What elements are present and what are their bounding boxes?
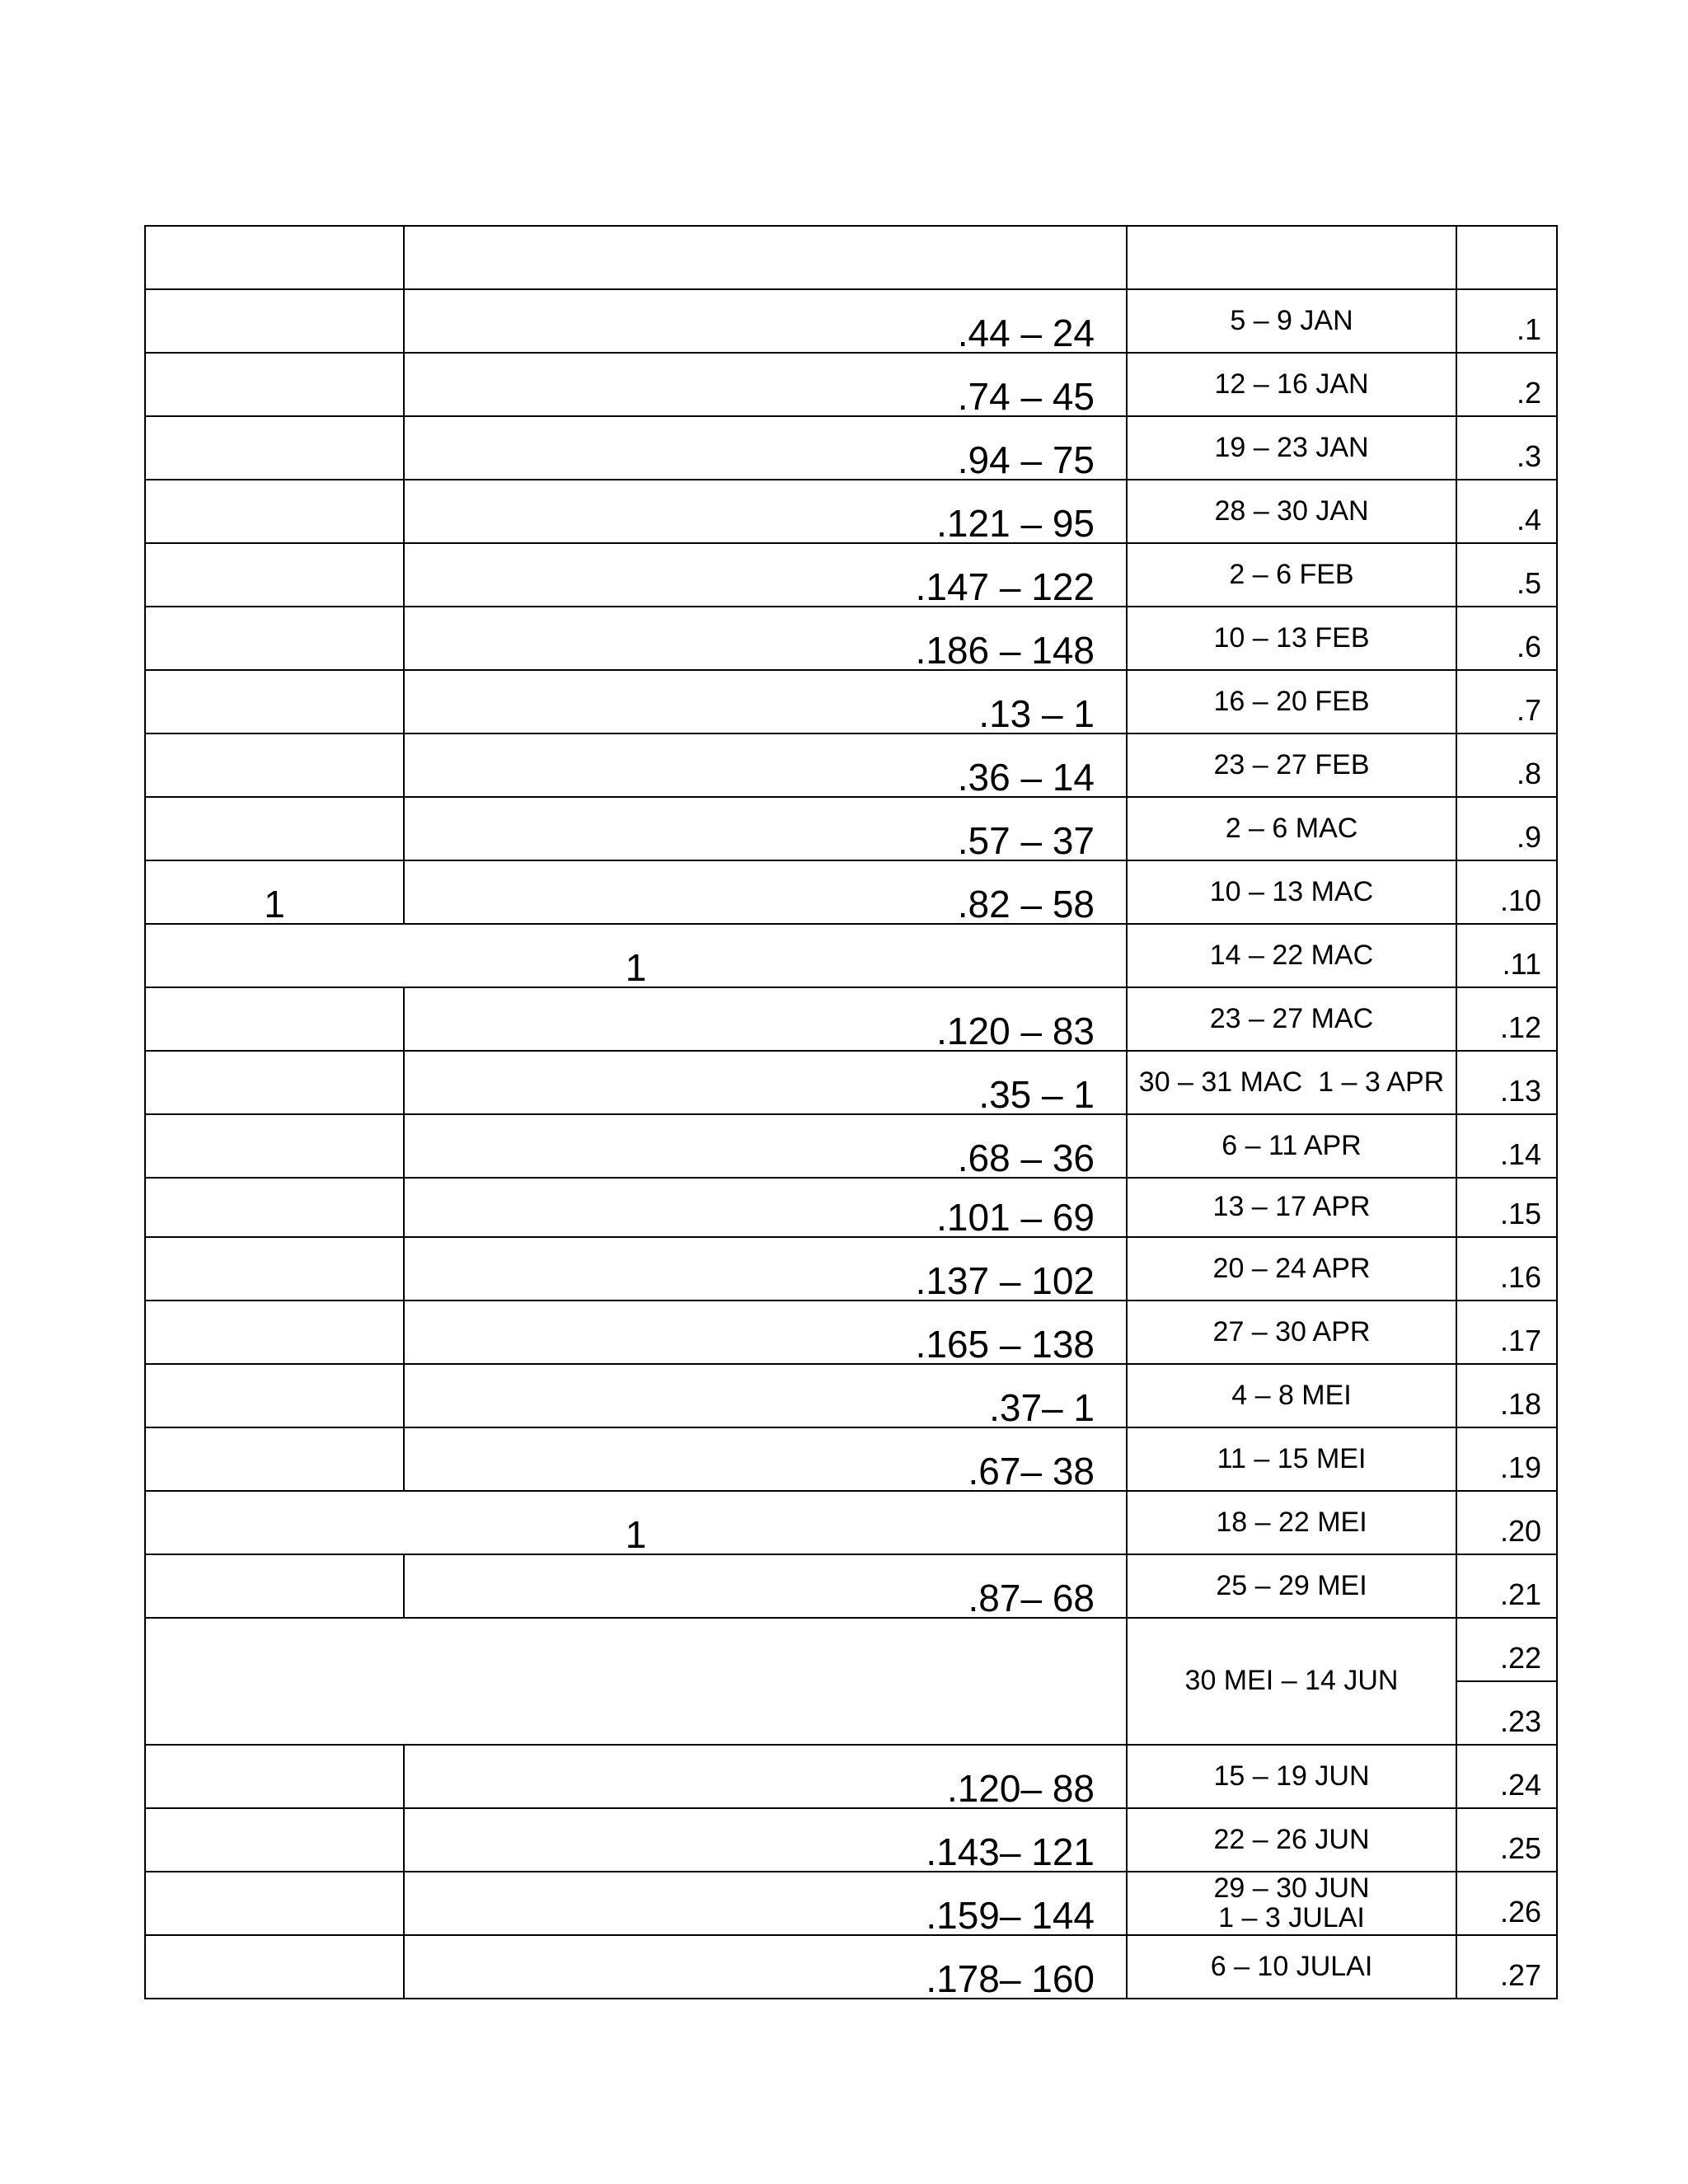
week-number-cell: .5: [1456, 543, 1557, 607]
week-cell: 20 – 24 APR: [1127, 1237, 1456, 1301]
table-row: [145, 924, 1557, 987]
week-cell: 25 – 29 MEI: [1127, 1554, 1456, 1618]
page-range-cell: .165 – 138: [404, 1301, 1127, 1364]
week-cell: 30 MEI – 14 JUN: [1127, 1618, 1456, 1745]
header-cell: [145, 226, 404, 289]
holiday-cell: [145, 1618, 1127, 1745]
week-number-cell: .24: [1456, 1745, 1557, 1808]
col-a-cell: [145, 733, 404, 797]
week-number-cell: .26: [1456, 1872, 1557, 1935]
table-row: [145, 670, 1557, 733]
header-cell: [404, 226, 1127, 289]
col-a-cell: 1: [145, 860, 404, 924]
page-range-cell: .87– 68: [404, 1554, 1127, 1618]
page-range-cell: .67– 38: [404, 1427, 1127, 1491]
table-row: [145, 1808, 1557, 1872]
table-row: [145, 1491, 1557, 1554]
col-a-cell: [145, 543, 404, 607]
header-cell: [1456, 226, 1557, 289]
table-row: [145, 1301, 1557, 1364]
merged-cell: 1: [145, 924, 1127, 987]
page-range-cell: .35 – 1: [404, 1051, 1127, 1114]
col-a-cell: [145, 1745, 404, 1808]
page-range-cell: .159– 144: [404, 1872, 1127, 1935]
page-range-cell: .143– 121: [404, 1808, 1127, 1872]
week-cell: 16 – 20 FEB: [1127, 670, 1456, 733]
table-row: [145, 1364, 1557, 1427]
table-row: [145, 1935, 1557, 1999]
week-cell: 6 – 10 JULAI: [1127, 1935, 1456, 1999]
week-cell: 12 – 16 JAN: [1127, 353, 1456, 416]
col-a-cell: [145, 1301, 404, 1364]
week-number-cell: .9: [1456, 797, 1557, 860]
week-number-cell: .13: [1456, 1051, 1557, 1114]
table-row: [145, 1237, 1557, 1301]
week-number-cell: .15: [1456, 1178, 1557, 1237]
merged-cell: 1: [145, 1491, 1127, 1554]
col-a-cell: [145, 797, 404, 860]
page-range-cell: .74 – 45: [404, 353, 1127, 416]
week-number-cell: .11: [1456, 924, 1557, 987]
page-range-cell: .36 – 14: [404, 733, 1127, 797]
week-cell: 10 – 13 MAC: [1127, 860, 1456, 924]
table-row: [145, 733, 1557, 797]
table-row: [145, 1745, 1557, 1808]
week-number-cell: .7: [1456, 670, 1557, 733]
table-row: [145, 797, 1557, 860]
col-a-cell: [145, 289, 404, 353]
col-a-cell: [145, 1178, 404, 1237]
table-row: [145, 1554, 1557, 1618]
week-cell: 28 – 30 JAN: [1127, 480, 1456, 543]
week-number-cell: .14: [1456, 1114, 1557, 1178]
week-cell: 2 – 6 FEB: [1127, 543, 1456, 607]
table-row: [145, 1178, 1557, 1237]
col-a-cell: [145, 1808, 404, 1872]
week-number-cell: .19: [1456, 1427, 1557, 1491]
col-a-cell: [145, 1935, 404, 1999]
week-number-cell: .27: [1456, 1935, 1557, 1999]
col-a-cell: [145, 1554, 404, 1618]
table-row: [145, 1114, 1557, 1178]
page-range-cell: .120 – 83: [404, 987, 1127, 1051]
header-cell: [1127, 226, 1456, 289]
week-cell: 4 – 8 MEI: [1127, 1364, 1456, 1427]
col-a-cell: [145, 987, 404, 1051]
page-range-cell: .121 – 95: [404, 480, 1127, 543]
week-cell: 18 – 22 MEI: [1127, 1491, 1456, 1554]
week-cell: 2 – 6 MAC: [1127, 797, 1456, 860]
week-cell: 6 – 11 APR: [1127, 1114, 1456, 1178]
table-row: [145, 353, 1557, 416]
week-number-cell: .20: [1456, 1491, 1557, 1554]
week-cell: 10 – 13 FEB: [1127, 607, 1456, 670]
page-range-cell: .44 – 24: [404, 289, 1127, 353]
page-range-cell: .13 – 1: [404, 670, 1127, 733]
col-a-cell: [145, 1051, 404, 1114]
week-number-cell: .25: [1456, 1808, 1557, 1872]
week-number-cell: .23: [1456, 1681, 1557, 1745]
col-a-cell: [145, 1872, 404, 1935]
page-range-cell: .57 – 37: [404, 797, 1127, 860]
week-number-cell: .10: [1456, 860, 1557, 924]
week-cell: 14 – 22 MAC: [1127, 924, 1456, 987]
page-range-cell: .137 – 102: [404, 1237, 1127, 1301]
col-a-cell: [145, 416, 404, 480]
table-row: [145, 1427, 1557, 1491]
page-range-cell: .147 – 122: [404, 543, 1127, 607]
page-range-cell: .178– 160: [404, 1935, 1127, 1999]
week-number-cell: .1: [1456, 289, 1557, 353]
week-cell: 5 – 9 JAN: [1127, 289, 1456, 353]
page-range-cell: .186 – 148: [404, 607, 1127, 670]
week-cell: 15 – 19 JUN: [1127, 1745, 1456, 1808]
table-row: [145, 1618, 1557, 1681]
page-range-cell: .94 – 75: [404, 416, 1127, 480]
week-cell: 13 – 17 APR: [1127, 1178, 1456, 1237]
table-row: [145, 416, 1557, 480]
page-range-cell: .120– 88: [404, 1745, 1127, 1808]
table-row: [145, 289, 1557, 353]
week-number-cell: .3: [1456, 416, 1557, 480]
col-a-cell: [145, 1237, 404, 1301]
schedule-table: [144, 225, 1558, 1999]
page-range-cell: .68 – 36: [404, 1114, 1127, 1178]
table-row: [145, 860, 1557, 924]
week-cell: 30 – 31 MAC 1 – 3 APR: [1127, 1051, 1456, 1114]
week-cell: 11 – 15 MEI: [1127, 1427, 1456, 1491]
col-a-cell: [145, 353, 404, 416]
week-number-cell: .6: [1456, 607, 1557, 670]
week-number-cell: .4: [1456, 480, 1557, 543]
col-a-cell: [145, 670, 404, 733]
table-row: [145, 1051, 1557, 1114]
week-number-cell: .22: [1456, 1618, 1557, 1681]
week-cell: 27 – 30 APR: [1127, 1301, 1456, 1364]
table-row: [145, 543, 1557, 607]
col-a-cell: [145, 607, 404, 670]
week-number-cell: .8: [1456, 733, 1557, 797]
table-row: [145, 607, 1557, 670]
table-row: [145, 480, 1557, 543]
header-row: [145, 226, 1557, 289]
col-a-cell: [145, 1364, 404, 1427]
table-row: [145, 987, 1557, 1051]
col-a-cell: [145, 1114, 404, 1178]
col-a-cell: [145, 480, 404, 543]
week-number-cell: .21: [1456, 1554, 1557, 1618]
week-number-cell: .16: [1456, 1237, 1557, 1301]
page-range-cell: .101 – 69: [404, 1178, 1127, 1237]
week-number-cell: .17: [1456, 1301, 1557, 1364]
table-row: [145, 1872, 1557, 1935]
week-cell: [1127, 1872, 1456, 1935]
week-number-cell: .12: [1456, 987, 1557, 1051]
col-a-cell: [145, 1427, 404, 1491]
week-number-cell: .18: [1456, 1364, 1557, 1427]
page-range-cell: .82 – 58: [404, 860, 1127, 924]
week-cell: 23 – 27 FEB: [1127, 733, 1456, 797]
week-line: 1 – 3 JULAI: [1218, 1901, 1365, 1933]
page-range-cell: .37– 1: [404, 1364, 1127, 1427]
week-number-cell: .2: [1456, 353, 1557, 416]
week-cell: 22 – 26 JUN: [1127, 1808, 1456, 1872]
week-cell: 23 – 27 MAC: [1127, 987, 1456, 1051]
week-cell: 19 – 23 JAN: [1127, 416, 1456, 480]
week-line: 29 – 30 JUN: [1213, 1872, 1370, 1904]
